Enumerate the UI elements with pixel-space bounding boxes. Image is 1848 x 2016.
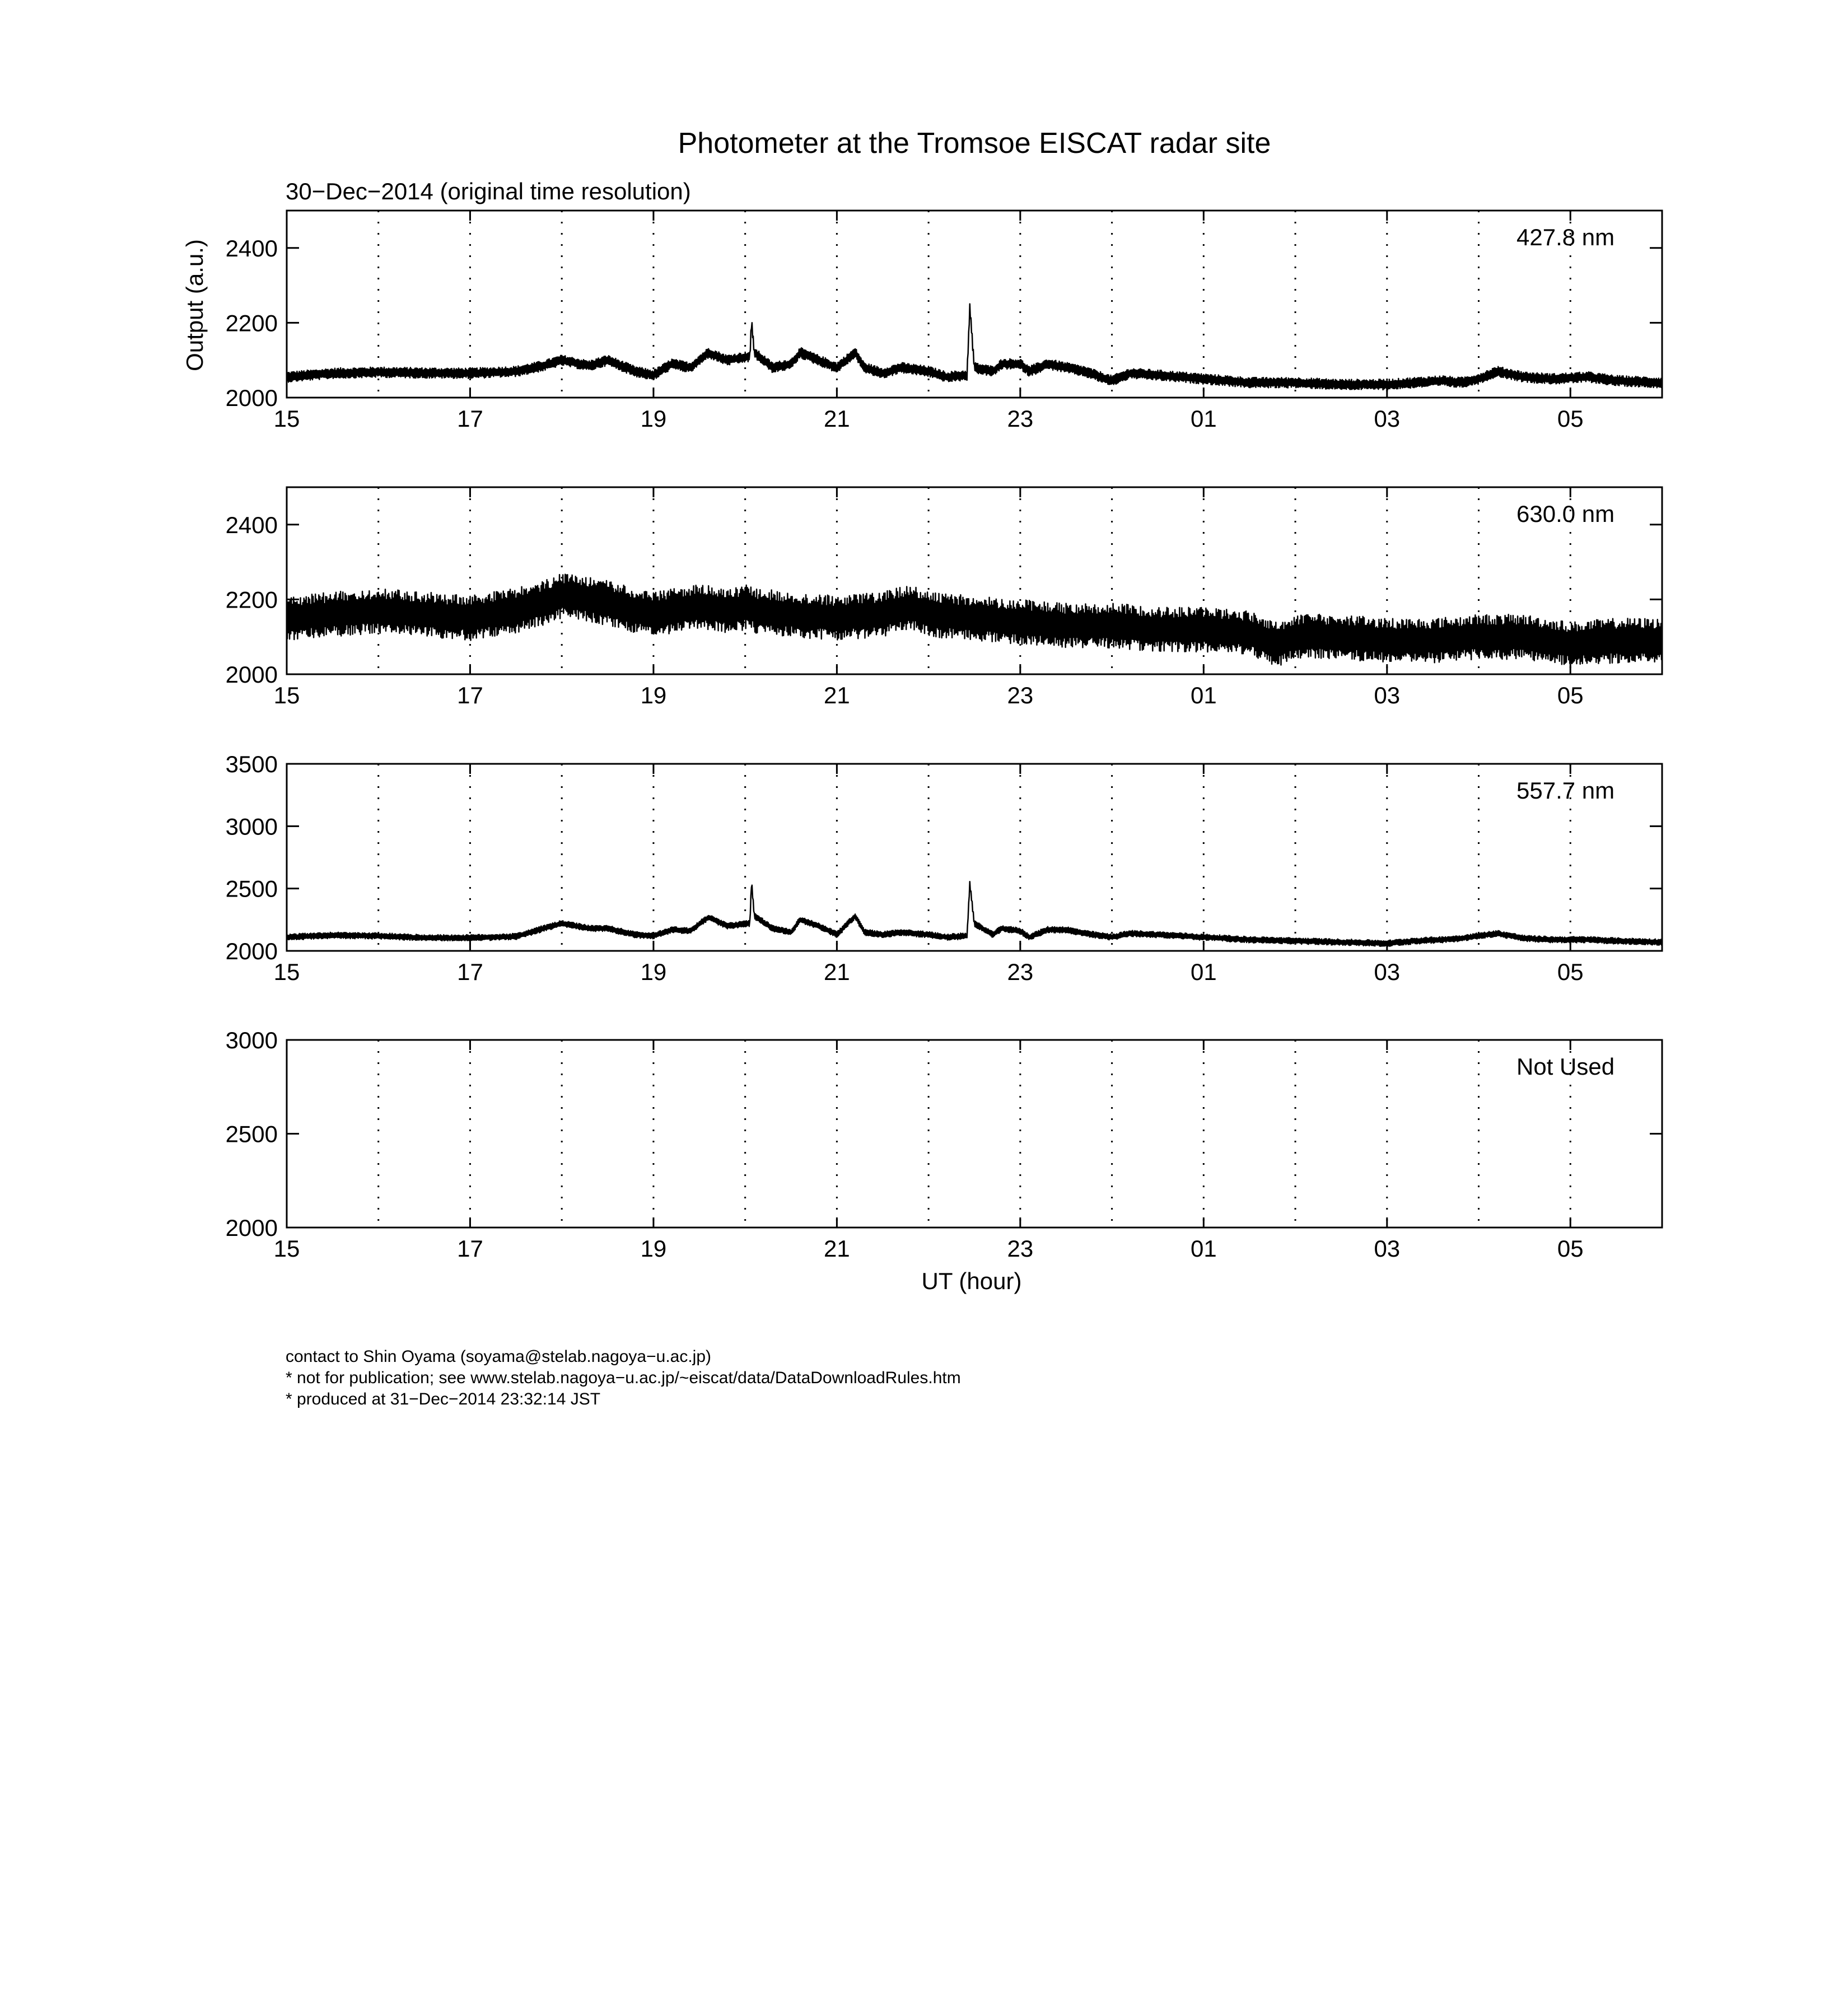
y-tick-label: 2000: [225, 385, 278, 411]
x-axis-label: UT (hour): [921, 1268, 1022, 1294]
panel-1: [226, 211, 1662, 432]
x-tick-label: 03: [1374, 682, 1401, 708]
data-series: [287, 304, 1662, 390]
x-tick-label: 23: [1007, 682, 1034, 708]
x-tick-label: 23: [1007, 959, 1034, 985]
x-tick-label: 03: [1374, 1235, 1401, 1262]
x-tick-label: 03: [1374, 405, 1401, 432]
panel-frame: [287, 1040, 1662, 1228]
x-tick-label: 21: [824, 405, 850, 432]
footer-contact: contact to Shin Oyama (soyama@stelab.nagoya−u.ac.jp): [286, 1347, 712, 1366]
x-tick-label: 21: [824, 959, 850, 985]
figure-title: Photometer at the Tromsoe EISCAT radar site: [678, 127, 1271, 160]
y-axis-label: Output (a.u.): [181, 239, 208, 371]
x-tick-label: 01: [1190, 405, 1217, 432]
data-series: [287, 881, 1662, 946]
x-tick-label: 21: [824, 1235, 850, 1262]
panel-2: [226, 487, 1662, 708]
x-tick-label: 19: [640, 405, 667, 432]
y-tick-label: 3000: [225, 1027, 278, 1053]
x-tick-label: 23: [1007, 1235, 1034, 1262]
x-tick-label: 17: [457, 1235, 483, 1262]
x-tick-label: 19: [640, 682, 667, 708]
x-tick-label: 15: [273, 959, 300, 985]
x-tick-label: 17: [457, 405, 483, 432]
y-tick-label: 2400: [225, 235, 278, 262]
x-tick-label: 05: [1557, 682, 1584, 708]
panel-3: [226, 751, 1662, 985]
x-tick-label: 05: [1557, 405, 1584, 432]
y-tick-label: 3500: [225, 751, 278, 777]
panel-4: [226, 1027, 1662, 1262]
x-tick-label: 15: [273, 405, 300, 432]
y-tick-label: 2400: [225, 511, 278, 538]
y-tick-label: 2000: [225, 661, 278, 688]
y-tick-label: 3000: [225, 813, 278, 840]
y-tick-label: 2500: [225, 875, 278, 902]
x-tick-label: 01: [1190, 1235, 1217, 1262]
footer-notice: * not for publication; see www.stelab.nagoya−u.ac.jp/~eiscat/data/DataDownloadRules.htm: [286, 1369, 961, 1387]
panels: [226, 211, 1662, 1262]
x-tick-label: 15: [273, 1235, 300, 1262]
y-tick-label: 2200: [225, 310, 278, 337]
data-series: [287, 575, 1662, 665]
x-tick-label: 23: [1007, 405, 1034, 432]
y-tick-label: 2500: [225, 1121, 278, 1147]
x-tick-label: 17: [457, 682, 483, 708]
y-tick-label: 2200: [225, 586, 278, 613]
channel-label: 630.0 nm: [1516, 501, 1615, 527]
x-tick-label: 05: [1557, 959, 1584, 985]
x-tick-label: 03: [1374, 959, 1401, 985]
channel-label: 427.8 nm: [1516, 224, 1615, 250]
x-tick-label: 05: [1557, 1235, 1584, 1262]
x-tick-label: 19: [640, 1235, 667, 1262]
channel-label: Not Used: [1516, 1053, 1615, 1080]
x-tick-label: 17: [457, 959, 483, 985]
x-tick-label: 21: [824, 682, 850, 708]
y-tick-label: 2000: [225, 1215, 278, 1241]
footer-produced: * produced at 31−Dec−2014 23:32:14 JST: [286, 1390, 601, 1408]
channel-label: 557.7 nm: [1516, 777, 1615, 804]
x-tick-label: 01: [1190, 959, 1217, 985]
x-tick-label: 15: [273, 682, 300, 708]
figure-subtitle: 30−Dec−2014 (original time resolution): [286, 178, 691, 204]
x-tick-label: 01: [1190, 682, 1217, 708]
x-tick-label: 19: [640, 959, 667, 985]
y-tick-label: 2000: [225, 938, 278, 964]
